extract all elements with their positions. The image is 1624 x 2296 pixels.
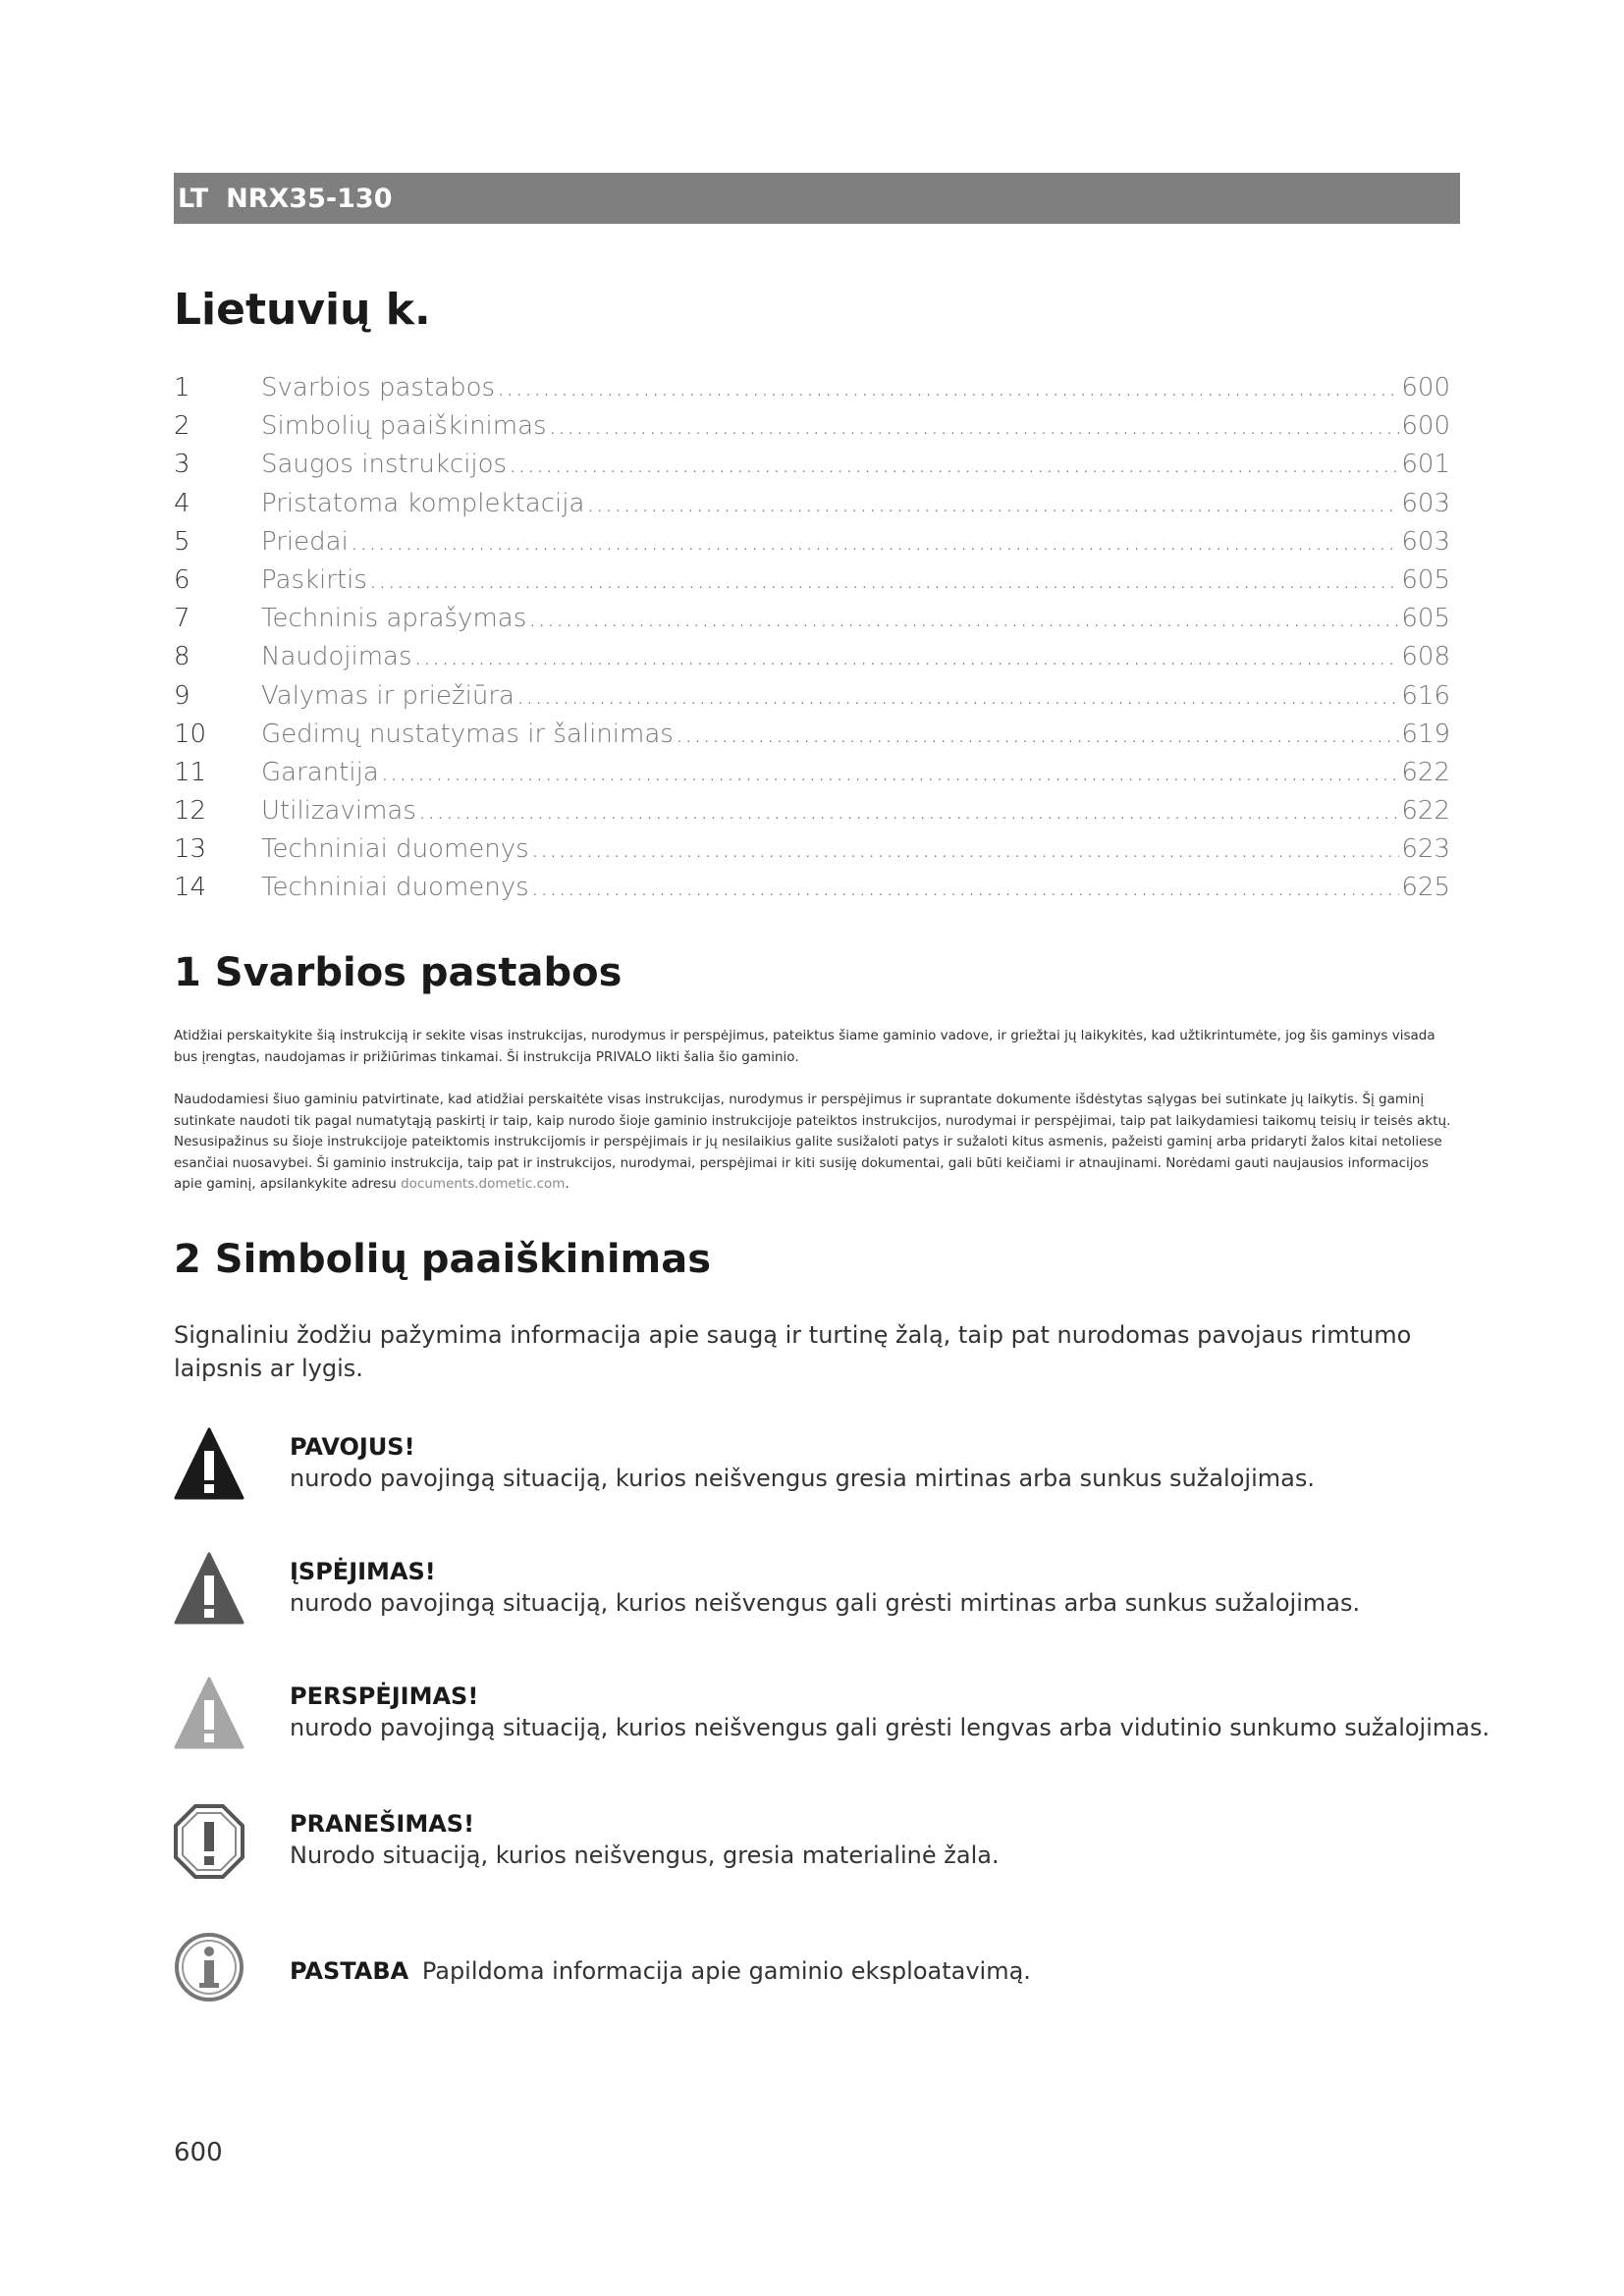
symbol-label: PERSPĖJIMAS! (290, 1682, 479, 1710)
toc-title: Simbolių paaiškinimas (261, 411, 547, 442)
toc-leader (418, 796, 1399, 826)
toc-leader (676, 720, 1400, 749)
toc-entry[interactable] (174, 411, 1450, 450)
symbol-warning (174, 1550, 1460, 1638)
paragraph-text: Naudodamiesi šiuo gaminiu patvirtinate, kad atidžiai perskaitėte visas instrukcijas, nurodymus ir perspėjimus ir suprantate dokumente išdėstytas sąlygas bei sutinkate jų laikytis. Šį gaminį sutinkate naudoti tik pagal numatytąją paskirtį ir taip, kaip nurodo šioje gaminio instrukcijoje pateiktos instrukcijos, nurodymai ir perspėjimai, taip pat laikydamiesi taikomų teisių ir teisės aktų. Nesusipažinus su šioje instrukcijoje pateiktomis instrukcijomis ir perspėjimais ir jų nesilaikius galite susižaloti patys ir sužaloti kitus asmenis, pažeisti gaminį arba pridaryti žalos kitai netoliese esančiai nuosavybei. Ši gaminio instrukcija, taip pat ir instrukcijos, nurodymai, perspėjimai ir kiti susiję dokumentai, gali būti keičiami ir atnaujinami. Norėdami gauti naujausios informacijos apie gaminį, apsilankykite adresu (174, 1092, 1451, 1192)
toc-number: 13 (174, 834, 207, 865)
language-code: LT (178, 183, 209, 214)
symbol-description: nurodo pavojingą situaciją, kurios neišvengus gali grėsti lengvas arba vidutinio sunkumo sužalojimas. (290, 1714, 1490, 1741)
toc-page: 608 (1401, 642, 1450, 672)
toc-page: 605 (1401, 564, 1450, 595)
toc-title: Paskirtis (261, 564, 367, 595)
intro-paragraph: Signaliniu žodžiu pažymima informacija apie saugą ir turtinę žalą, taip pat nurodomas pavojaus rimtumo laipsnis ar lygis. (174, 1321, 1412, 1382)
toc-leader (381, 758, 1400, 787)
toc-number: 7 (174, 604, 190, 634)
symbol-label: ĮSPĖJIMAS! (290, 1558, 436, 1585)
toc-entry[interactable] (174, 796, 1450, 834)
toc-number: 2 (174, 411, 190, 442)
toc-title: Gedimų nustatymas ir šalinimas (261, 719, 674, 749)
toc-entry[interactable] (174, 565, 1450, 604)
toc-page: 600 (1401, 411, 1450, 442)
info-icon (174, 1928, 244, 2006)
toc-entry[interactable] (174, 604, 1450, 642)
toc-title: Techniniai duomenys (261, 834, 529, 865)
warning-icon (174, 1550, 244, 1629)
danger-warning-icon (174, 1425, 244, 1504)
toc-page: 622 (1401, 796, 1450, 827)
toc-number: 12 (174, 796, 207, 827)
table-of-contents (174, 373, 1450, 912)
toc-title: Garantija (261, 757, 379, 787)
toc-leader (586, 489, 1399, 518)
toc-leader (351, 527, 1400, 557)
toc-title: Pristatoma komplektacija (261, 488, 585, 518)
toc-entry[interactable] (174, 450, 1450, 488)
toc-number: 8 (174, 642, 190, 672)
toc-entry[interactable] (174, 642, 1450, 680)
symbol-note (174, 1928, 1460, 2016)
toc-title: Saugos instrukcijos (261, 450, 508, 480)
toc-number: 6 (174, 564, 190, 595)
toc-leader (531, 873, 1400, 902)
toc-title: Techninis aprašymas (261, 604, 527, 634)
toc-number: 5 (174, 526, 190, 557)
symbol-notice (174, 1802, 1460, 1891)
toc-number: 3 (174, 450, 190, 480)
toc-number: 14 (174, 873, 207, 903)
toc-number: 10 (174, 719, 207, 749)
toc-title: Svarbios pastabos (261, 373, 496, 402)
toc-number: 11 (174, 757, 207, 787)
toc-entry[interactable] (174, 720, 1450, 758)
toc-leader (528, 604, 1399, 633)
toc-number: 1 (174, 373, 190, 402)
symbol-label: PASTABA (290, 1957, 409, 1985)
model-name: NRX35-130 (226, 183, 393, 214)
toc-number: 4 (174, 488, 190, 518)
toc-page: 600 (1401, 373, 1450, 402)
page-number: 600 (174, 2138, 223, 2167)
toc-title: Techniniai duomenys (261, 873, 529, 903)
toc-number: 9 (174, 680, 190, 711)
toc-entry[interactable] (174, 489, 1450, 527)
paragraph: Atidžiai perskaitykite šią instrukciją ir sekite visas instrukcijas, nurodymus ir perspėjimus, pateiktus šiame gaminio vadove, ir griežtai jų laikykitės, kad užtikrintumėte, jog šis gaminys visada bus įrengtas, naudojamas ir prižiūrimas tinkamai. Ši instrukcija PRIVALO likti šalia šio gaminio. (174, 1028, 1435, 1065)
toc-page: 623 (1401, 834, 1450, 865)
paragraph (174, 1090, 1460, 1196)
toc-title: Naudojimas (261, 642, 412, 672)
toc-title: Priedai (261, 526, 349, 557)
symbol-description: nurodo pavojingą situaciją, kurios neišvengus gali grėsti mirtinas arba sunkus sužalojimas. (290, 1589, 1361, 1617)
toc-page: 605 (1401, 604, 1450, 634)
toc-page: 625 (1401, 873, 1450, 903)
toc-entry[interactable] (174, 834, 1450, 873)
symbol-danger (174, 1425, 1460, 1514)
caution-icon (174, 1675, 244, 1753)
section-heading: 2 Simbolių paaiškinimas (174, 1237, 712, 1282)
toc-leader (549, 411, 1400, 441)
toc-page: 603 (1401, 488, 1450, 518)
symbol-label: PAVOJUS! (290, 1433, 415, 1461)
symbol-label: PRANEŠIMAS! (290, 1810, 475, 1838)
toc-page: 603 (1401, 526, 1450, 557)
symbol-caution (174, 1675, 1490, 1763)
toc-page: 616 (1401, 680, 1450, 711)
symbol-description: nurodo pavojingą situaciją, kurios neišvengus gresia mirtinas arba sunkus sužalojimas. (290, 1465, 1315, 1492)
toc-page: 601 (1401, 450, 1450, 480)
toc-entry[interactable] (174, 373, 1450, 411)
toc-leader (497, 373, 1399, 402)
note-line (290, 1957, 1031, 1985)
documents-link[interactable]: documents.dometic.com (401, 1176, 566, 1192)
section-heading: 1 Svarbios pastabos (174, 950, 623, 995)
symbol-description: Papildoma informacija apie gaminio eksploatavimą. (421, 1957, 1031, 1985)
toc-leader (509, 450, 1399, 479)
toc-leader (516, 681, 1399, 711)
toc-page: 622 (1401, 757, 1450, 787)
toc-leader (414, 642, 1400, 671)
toc-leader (531, 834, 1400, 864)
paragraph-end: . (565, 1176, 569, 1192)
toc-page: 619 (1401, 719, 1450, 749)
toc-entry[interactable] (174, 681, 1450, 720)
toc-title: Utilizavimas (261, 796, 416, 827)
symbol-description: Nurodo situaciją, kurios neišvengus, gresia materialinė žala. (290, 1842, 1000, 1869)
toc-entry[interactable] (174, 758, 1450, 796)
header-bar (174, 173, 1460, 224)
page-title: Lietuvių k. (174, 285, 431, 335)
toc-entry[interactable] (174, 527, 1450, 565)
toc-leader (369, 565, 1399, 595)
toc-entry[interactable] (174, 873, 1450, 911)
toc-title: Valymas ir priežiūra (261, 680, 514, 711)
notice-icon (174, 1802, 244, 1881)
